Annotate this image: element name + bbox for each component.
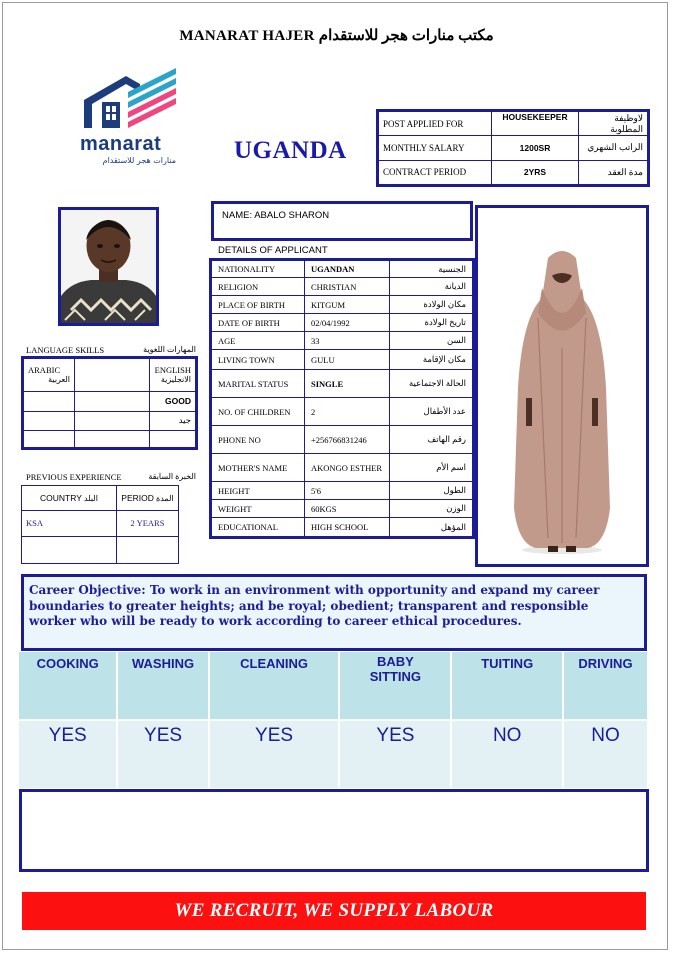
details-arabic: مكان الولادة (390, 296, 474, 314)
details-label: MOTHER'S NAME (211, 454, 305, 482)
language-empty-cell (75, 430, 150, 448)
post-row (378, 136, 649, 160)
details-value: GULU (305, 350, 390, 370)
logo-tagline: منارات هجر للاستقدام (102, 156, 176, 165)
skill-name: DRIVING (563, 652, 648, 719)
page-title: MANARAT HAJER مكتب منارات هجر للاستقدام (179, 28, 494, 44)
post-row (378, 111, 649, 136)
post-row (378, 160, 649, 185)
experience-row (22, 511, 179, 536)
english-cell (150, 358, 197, 392)
details-arabic: رقم الهاتف (390, 426, 474, 454)
post-arabic: الراتب الشهري (579, 136, 649, 160)
portrait-photo-icon (61, 210, 156, 323)
details-value: KITGUM (305, 296, 390, 314)
details-value: UGANDAN (305, 260, 390, 278)
experience-header-row (22, 486, 179, 511)
details-label: MARITAL STATUS (211, 370, 305, 398)
applicant-name: NAME: ABALO SHARON (211, 201, 473, 241)
details-value: HIGH SCHOOL (305, 518, 390, 538)
arabic-label: ARABIC (28, 365, 61, 376)
details-label: NO. OF CHILDREN (211, 398, 305, 426)
skill-name: TUITING (451, 652, 563, 719)
language-empty-cell (150, 430, 197, 448)
details-arabic: اسم الأم (390, 454, 474, 482)
details-value: CHRISTIAN (305, 278, 390, 296)
language-empty-cell (75, 391, 150, 411)
logo-brand: manarat (80, 133, 162, 155)
details-value: 02/04/1992 (305, 314, 390, 332)
details-arabic: الطول (390, 482, 474, 500)
details-label: HEIGHT (211, 482, 305, 500)
arabic-cell (23, 358, 75, 392)
skill-value: YES (209, 721, 340, 788)
details-arabic: الوزن (390, 500, 474, 518)
full-body-photo-icon (478, 208, 646, 564)
post-value: 2YRS (492, 160, 579, 185)
post-arabic: مدة العقد (579, 160, 649, 185)
experience-label: PREVIOUS EXPERIENCE (26, 472, 122, 482)
career-objective: Career Objective: To work in an environment with opportunity and expand my career boundaries to greater heights; and be royal; obedient; transparent and responsible worker who will be ready to work according to career ethical procedures. (21, 574, 647, 651)
skill-name: CLEANING (209, 652, 340, 719)
skill-value: NO (563, 721, 648, 788)
details-row (211, 278, 474, 296)
details-label: DATE OF BIRTH (211, 314, 305, 332)
post-value: HOUSEKEEPER (492, 111, 579, 136)
skill-value: YES (19, 721, 117, 788)
english-level-ar: جيد (150, 412, 197, 430)
experience-heading (26, 472, 196, 482)
period-header (117, 486, 179, 511)
details-row (211, 370, 474, 398)
details-arabic: الحالة الاجتماعية (390, 370, 474, 398)
country-header (22, 486, 117, 511)
details-label: EDUCATIONAL (211, 518, 305, 538)
house-logo-icon (80, 62, 180, 130)
details-value: 2 (305, 398, 390, 426)
language-level-row (23, 391, 197, 411)
language-empty-cell (23, 412, 75, 430)
language-skills-heading (26, 345, 196, 355)
company-logo (80, 62, 180, 165)
details-value: AKONGO ESTHER (305, 454, 390, 482)
skill-name: BABY SITTING (339, 652, 451, 719)
details-label: PHONE NO (211, 426, 305, 454)
details-label: RELIGION (211, 278, 305, 296)
post-arabic: لاوظيفة المطلوبة (579, 111, 649, 136)
skill-value: YES (339, 721, 451, 788)
details-label: LIVING TOWN (211, 350, 305, 370)
language-empty-row (23, 430, 197, 448)
language-level-ar-row (23, 412, 197, 430)
details-arabic: عدد الأطفال (390, 398, 474, 426)
english-label-ar: الانجليزية (160, 375, 191, 385)
details-row (211, 482, 474, 500)
details-row (211, 398, 474, 426)
language-header-row (23, 358, 197, 392)
skill-name: COOKING (19, 652, 117, 719)
details-arabic: المؤهل (390, 518, 474, 538)
details-value: SINGLE (305, 370, 390, 398)
details-arabic: الديانة (390, 278, 474, 296)
details-value: 60KGS (305, 500, 390, 518)
details-value: +256766831246 (305, 426, 390, 454)
details-value: 5'6 (305, 482, 390, 500)
details-row (211, 314, 474, 332)
experience-empty-row (22, 536, 179, 563)
country-heading: UGANDA (234, 137, 347, 164)
language-empty-cell (23, 391, 75, 411)
details-arabic: الجنسية (390, 260, 474, 278)
details-heading: DETAILS OF APPLICANT (218, 245, 328, 256)
english-level: GOOD (150, 391, 197, 411)
footer-banner: WE RECRUIT, WE SUPPLY LABOUR (22, 892, 646, 930)
details-table (209, 258, 475, 539)
skill-name: WASHING (117, 652, 208, 719)
period-header-label-ar: المدة (156, 494, 174, 504)
details-label: AGE (211, 332, 305, 350)
skills-value-row (19, 721, 648, 788)
experience-period: 2 YEARS (117, 511, 179, 536)
english-label: ENGLISH (154, 365, 191, 376)
details-row (211, 260, 474, 278)
period-header-label: PERIOD (121, 493, 154, 504)
language-empty-cell (75, 412, 150, 430)
skill-value: NO (451, 721, 563, 788)
arabic-label-ar: العربية (48, 375, 70, 385)
details-row (211, 518, 474, 538)
post-label: POST APPLIED FOR (378, 111, 492, 136)
experience-label-ar: الخبرة السابقة (148, 472, 196, 481)
experience-table (21, 485, 179, 564)
details-row (211, 296, 474, 314)
language-skills-label: LANGUAGE SKILLS (26, 345, 105, 355)
arabic-level-cell (75, 358, 150, 392)
details-row (211, 426, 474, 454)
experience-country: KSA (22, 511, 117, 536)
post-value: 1200SR (492, 136, 579, 160)
details-row (211, 454, 474, 482)
details-label: NATIONALITY (211, 260, 305, 278)
post-label: CONTRACT PERIOD (378, 160, 492, 185)
country-header-label: COUNTRY (40, 493, 82, 504)
details-arabic: السن (390, 332, 474, 350)
passport-photo (58, 207, 159, 326)
skills-header-row (19, 652, 648, 719)
skills-table (19, 652, 649, 788)
experience-empty-cell (22, 536, 117, 563)
skill-value: YES (117, 721, 208, 788)
post-table (376, 109, 650, 187)
details-value: 33 (305, 332, 390, 350)
language-table (21, 356, 198, 450)
language-skills-label-ar: المهارات اللغوية (143, 345, 196, 354)
details-row (211, 332, 474, 350)
details-arabic: مكان الإقامة (390, 350, 474, 370)
language-empty-cell (23, 430, 75, 448)
details-label: PLACE OF BIRTH (211, 296, 305, 314)
experience-empty-cell (117, 536, 179, 563)
details-row (211, 350, 474, 370)
notes-box (19, 789, 649, 872)
full-body-photo (475, 205, 649, 567)
post-label: MONTHLY SALARY (378, 136, 492, 160)
details-arabic: تاريخ الولادة (390, 314, 474, 332)
details-label: WEIGHT (211, 500, 305, 518)
details-row (211, 500, 474, 518)
country-header-label-ar: البلد (84, 494, 98, 504)
